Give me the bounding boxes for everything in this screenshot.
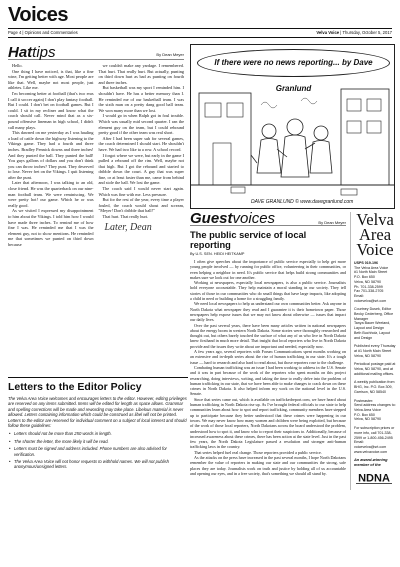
letters-policy-rule: • The Velva Area Voice will not honor requests to withhold names. We will not publish anonymous/unsigned letters. (8, 459, 188, 470)
address-line: P.O. Box 650 (354, 275, 375, 280)
letters-policy-intro: The Velva Area Voice welcomes and encourages letters to the editor. However, editing privileges are reserved on any items submitted. Items will be edited for length as space allows. Grammar and spelling corrections will be made and rewording may take place. Libelous material is never allowed. Letters containing information which could be construed as libel will not be printed. Letters to the editor are reserved for individual comment on a subject of local interest and should follow these guidelines: (8, 396, 187, 429)
guest-voices-column (190, 212, 346, 476)
staff-line: Becky Cederberg, Office Manager (354, 312, 394, 321)
subscribe-block (354, 426, 396, 454)
article-paragraph: Combating human trafficking was an issue I had been working to address in the U.S. Senate and it was in part because of the work of the reporters who spent months on this project researching, doing interviews, writing, and taking the time to really delve into the problem of human trafficking in our state, that we have been able to make changes to crack down on these crimes in North Dakota. It also helped inform my work on the national level in the U.S. Senate. (190, 364, 346, 397)
postmaster-line: Velva, ND 58790 (354, 417, 381, 422)
article-paragraph: Since that series came out, which is available on traffickedreport.com, we have heard about human trafficking in North Dakota rise up. As I've brought federal officials to our state to help communities learn about how to spot and report trafficking, community members have stepped up to participate because they better understood that these crimes were happening in our towns. We may never know how many women and children were being exploited, but because of the work of those local reporters, North Dakotans across the board understood the problem, understood how to spot it, and know who to report their suspicions to. Additionally, because of increased awareness about these crimes, there has been action at the state level. Just in the past few years, the North Dakota Legislature passed a resolution and stronger anti-human trafficking laws in the country. (190, 396, 346, 450)
article-paragraph: I often give speeches about the importance of public service especially to help get more young people involved — by running for public office, volunteering in their communities, or even helping a neighbor in need. It's public service that helps build strong communities and makes sure we look out for one another. (190, 259, 346, 280)
cartoon-caption: If there were no news reporting... by Dave Granlund (197, 49, 390, 77)
hattips-paragraph: After I had been super sub for several games, the coach determined I should start. He shouldn't have. We had two like ta a row. A school record. (98, 135, 184, 152)
postmaster-line: Postmaster: (354, 398, 374, 403)
postage-block (354, 362, 396, 376)
postage-line: Periodical postage paid at Velva, ND 58790, and at additional mailing offices. (354, 362, 396, 376)
masthead (8, 4, 392, 38)
address-line: Velva, ND 58790 (354, 279, 381, 284)
article-headline: The public service of local reporting (190, 230, 307, 250)
folio-voice: Voice (328, 30, 340, 35)
published-line: Published every Thursday at #1 North Main Street Velva, ND 58790 (354, 344, 396, 358)
hattips-paragraph: But for the rest of the year, every time a player fouled, the coach would shout and scream, "Meyer! Don't dribble that ball!" (98, 197, 184, 214)
postmaster-block (354, 399, 396, 423)
subscribe-website[interactable]: www.velvavoice.com (354, 449, 388, 454)
address-line: Fax 701-338-2705 (354, 289, 384, 294)
hattips-paragraph: This dawned on me yesterday as I was hauling a load of cattle down the highway listening to the Vikings game. They had a fourth and three inches. Bradley Pennick downs and three inches! And they punted the ball. They punted the ball! You guys gallons of dollars and you don't think you can throw inches? They punt. They deserved to lose. Never fret on the Vikings. I quit listening after the punt. (8, 130, 94, 180)
hattips-paragraph: As we visited I expressed my disappointment to him about the Vikings. I told him how I would have made three inches. To remind me of how fine I was. He reminded me that I was the element guy, not to show mentions. He reminded me that sometimes we punted on third down because (8, 208, 94, 247)
award-note: An award-winning member of the (354, 457, 388, 468)
article-body (190, 259, 346, 476)
staff-line: Tanya Bauer Weeland, Layout and Design (354, 321, 391, 331)
letters-policy-rule: • The shorter the letter, the more likely it will be read. (8, 439, 188, 444)
postmaster-line: P.O. Box 650 (354, 412, 375, 417)
logo-voice: Voice (356, 240, 394, 259)
signature: Later, Dean (104, 221, 152, 233)
hattips-label-tips: tips (32, 44, 56, 61)
editorial-cartoon (190, 44, 395, 209)
hattips-col-2 (99, 63, 185, 248)
article-paragraph: That series helped fuel real change. Those reporters provided a public service. (194, 449, 322, 455)
cartoon-credit: DAVE GRANLUND © www.davegranlund.com (251, 199, 354, 205)
hattips-header (8, 46, 184, 60)
postmaster-line: Velva Area Voice (354, 407, 381, 412)
hattips-paragraph: That hurt. That really hurt. (102, 214, 149, 220)
letters-policy-rule: • Letters should not be more than 250 words in length. (8, 431, 188, 436)
hattips-paragraph: But basketball was my sport I reminded him. I shouldn't have. He has a better memory than I. He reminded me of our basketball team. I was the sixth man on a pretty dang good ball team. We won many more than we lost. (98, 85, 184, 113)
guest-label-voices: voices (232, 210, 276, 227)
folio-bar (8, 28, 392, 38)
publisher-line: A weekly publication from BHG, Inc. P.O. Box 309, Garrison, ND 58540 (354, 380, 395, 394)
staff-block (354, 307, 396, 340)
hattips-paragraph: One thing I have noticed, is that, like a fine wine, I'm getting better with age. Most people are like that. Well, maybe not most people, just athletes. Like me. (8, 68, 94, 91)
subscribe-line: For subscription prices or more info, call 701-338-2599 or 1-800-456-2495 (354, 426, 395, 440)
guest-byline: By Dean Meyer (318, 220, 346, 225)
hattips-byline: By Dean Meyer (156, 52, 184, 57)
logo-velva: Velva (356, 210, 394, 229)
sidebar-logo (354, 212, 396, 257)
hattips-body (8, 63, 184, 248)
section-title: Voices (8, 4, 68, 26)
address-line: Email: voicevelva@srt.com (354, 293, 387, 303)
hattips-paragraph: Later that afternoon, I was talking to an old, close friend. He was the quarterback on our nine-man football team. We were reminiscing. We were pretty hot! our game. Which he or was really good. (8, 180, 94, 208)
hattips-col-1 (8, 63, 94, 248)
ndna-logo-text: NDNA (358, 472, 390, 485)
publisher-block (354, 380, 396, 394)
guest-label-guest: Guest (190, 210, 233, 227)
address-block (354, 261, 396, 303)
folio-date-line: Velva Voice | Thursday, October 5, 2017 (316, 30, 392, 35)
hattips-paragraph: we couldn't make any yardage. I remembered. That hurt. That really hurt. But actually, punting on third down hurt as bad as punting on fourth and three inches. (98, 63, 184, 85)
address-line: The Velva Area Voice (354, 265, 389, 270)
published-block (354, 344, 396, 358)
folio-paper: Velva (316, 30, 328, 35)
folio-page: Page 4 | Opinions and Commentaries (8, 30, 78, 35)
article-author: By U.S. SEN. HEIDI HEITKAMP (190, 252, 245, 256)
hattips-paragraph: The coach said I would never start again. Which was fine with me. Less pressure. (98, 186, 184, 197)
subscribe-email[interactable]: Email: voicevelva@srt.com (354, 440, 387, 449)
folio-date: Thursday, October 5, 2017 (342, 30, 392, 35)
staff-line: Beth Buchholz, Layout and Design (354, 330, 390, 340)
hattips-paragraph: Hello. (12, 63, 23, 68)
letters-policy-rule: • Letters must be signed and address included. Phone numbers are also advised for verification. (8, 446, 188, 457)
article-paragraph: As the attacks on the press have increased in the past several months, I hope North Dakotans remember the value of reporters in making our state and our communities the strong, safe places they are today. Journalists work on truth and justice by holding all of us accountable and opening our eyes, and in a free society, that's something we should all stand by. (190, 454, 346, 476)
address-line: #1 North Main Street (354, 270, 388, 275)
hattips-paragraph: I'm becoming better at football (that's two eras I call it soccer again) I don't play fantasy football. But I could. I don't bet on football games. But I could. I sit in my recliner and know what the coach should call. Never mind that as a six-pound offensive lineman in high school, I didn't call many plays. (8, 90, 94, 130)
hattips-paragraph: I forgot where we were, but early in the game I pulled a rebound off the rim. Well, maybe not that high. But I got the rebound and started to dribble down the court. A guy that was super fine, or at least faster than me, came from behind and stole the ball. We lost the game. (98, 152, 184, 186)
cartoon-drawing (191, 45, 395, 209)
guest-voices-label (190, 210, 275, 227)
logo-area: Area (358, 225, 392, 244)
letters-policy-box (8, 377, 188, 557)
address-line: USPS 019-196 (354, 261, 378, 265)
postmaster-line: Send address changes to: (354, 403, 396, 408)
ndna-logo (354, 470, 394, 485)
guest-voices-header (190, 212, 346, 226)
staff-sidebar (350, 212, 396, 490)
letters-policy-title: Letters to the Editor Policy (8, 381, 142, 393)
article-paragraph: A few years ago, several reporters with Forum Communications spent months working on an extensive and in-depth series about the rise of human trafficking in our state. It's a tough issue — hard to research and also hard to read about, but those reporters rose to the challenge. (190, 349, 346, 365)
article-paragraph: We need local newspapers to help us understand our own communities better. Ask anyone in North Dakota what newspaper they read and I guarantee it is their hometown paper. Those newspapers help expose issues that we may not know about otherwise — issues that impact our daily lives. (190, 301, 346, 323)
address-line: Ph. 701-338-2599 (354, 284, 383, 289)
hattips-column (8, 46, 184, 248)
article-paragraph: Over the past several years, there have been many articles written in national newspapers about the energy boom in western North Dakota. Some stories were thoroughly researched and thought out, but others barely touched the surface of what any of us who live in North Dakota knew firsthand in much more detail. That insight that local reporters who live in North Dakota provide and the issues they write about are important and needed, especially now. (190, 322, 346, 349)
hattips-label (8, 44, 56, 61)
staff-line: Courtney Dusek, Editor (354, 307, 392, 312)
article-paragraph: Working at newspapers, especially local newspapers, is also a public service. Journalists hold everyone accountable. They help maintain a moral standing in our society. They tell stories of those in our communities who do small things that have large impacts, like adopting a child in need or building a home for a struggling family. (190, 280, 346, 302)
hattips-label-hat: Hat (8, 44, 33, 61)
hattips-paragraph: I would go in when Ralph got in foul trouble. Which was usually mid second quarter. I ran the element guy on the team, but I could rebound pretty good if the other team was real short. (98, 113, 184, 136)
